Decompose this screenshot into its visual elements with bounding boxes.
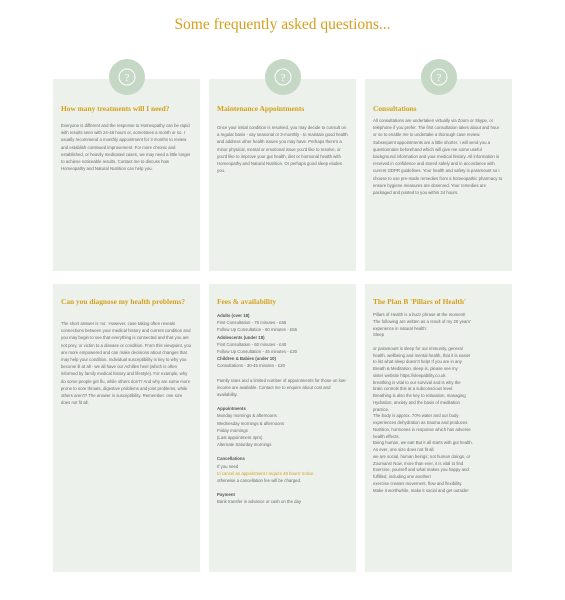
card-title: Maintenance Appointments	[217, 104, 305, 113]
card-title: Fees & availability	[217, 297, 277, 306]
card-paragraph: The short answer is 'no'. However, case taking often reveals connections between your medical history and current condition and you may begin to see that everything is connected and that you are not prey, or victim to a disease or condition. From this viewpoint, you are more empowered and can make decisions about changes that may help your condition. Individual susceptibility is key to why you become ill at all - we all have our Achilles heel (which is often informed by family medical history and lifestyle). For example, why do some people get flu, while others don't? And why are some more prone to sore throats, digestive problems and joint problems, while others aren't? The answer is susceptibility. Remember: one size does not fit all.	[61, 321, 192, 406]
pillar-line: As ever, one size does not fit all.	[373, 447, 435, 452]
faq-card-diagnose	[53, 284, 200, 572]
faq-card-pillars	[365, 284, 512, 572]
question-icon	[421, 59, 457, 95]
pillar-line: health, wellbeing and mental health, that it is easier	[373, 352, 471, 358]
card-body	[373, 312, 504, 494]
pillar-line: breathing is vital to our survival and is why the	[373, 379, 461, 385]
pillar-line: The body is approx. 70% water and our body	[373, 413, 459, 419]
pillar-line: The following are written as a result of my 20 years'	[373, 318, 471, 324]
pillar-line: Being human, we eat! But it all starts with gut health.	[373, 440, 473, 446]
payment-text: Bank transfer in advance or cash on the day	[217, 499, 302, 505]
fee-line: Consultations - 30-45 minutes - £20	[217, 363, 286, 369]
card-body	[61, 122, 192, 177]
appointment-line: Alternate Saturday mornings	[217, 442, 272, 448]
card-body	[217, 312, 348, 506]
card-body	[373, 117, 504, 201]
pillar-line: Exercise, yourself and what makes you happy and	[373, 467, 469, 473]
adults-heading: Adults (over 18)	[217, 313, 250, 318]
payment-heading: Payment	[217, 492, 235, 498]
card-paragraph: Once your initial condition is resolved, you may decide to consult on a regular basis - say seasonal or 3-monthly - to maintain good health and address other health issues you may have. Perhaps there's a minor physical, mental or emotional issue you'd like to resolve, or you'd like to improve your gut health, diet or hormonal health with Homeopathy and Natural Nutrition. Or perhaps good sleep eludes you.	[217, 125, 348, 174]
fee-line: Follow Up Consultation - 45 minutes - £30	[217, 349, 298, 355]
svg-text:?: ?	[124, 72, 129, 84]
pillar-line: Breath & Meditation, sleep is, please see my	[373, 366, 458, 371]
card-title: The Plan B 'Pillars of Health'	[373, 297, 467, 306]
pillar-line: practice.	[373, 406, 390, 412]
pillar-line: Breathing is also the key to relaxation, managing	[373, 393, 466, 398]
appointment-line: Friday mornings	[217, 427, 248, 433]
pillar-line: Make it worthwhile, make it social and get outside!	[373, 487, 469, 493]
pillar-line: Nutrition, hormones in response which has adverse	[373, 426, 471, 432]
pillar-line: Hydration, anxiety and the basis of meditation	[373, 399, 460, 405]
appointment-line: Wednesday mornings & afternoons	[217, 420, 285, 426]
card-paragraph: All consultations are undertaken virtually via Zoom or Skype, or telephone if you prefer. The first consultation takes about and hour or so to enable me to undertake a thorough case review. Subsequent appointments are a little shorter. I will send you a questionnaire beforehand which will give me some useful background information and your medical history. All information is received in confidence and stored safely and in accordance with current GDPR guidelines. Your health and safety is paramount so I choose to use pre-made remedies from a homeopathic pharmacy to ensure hygiene measures are observed. Your remedies are packaged and posted to you within 24 hours.	[373, 118, 503, 196]
card-title: Can you diagnose my health problems?	[61, 297, 186, 306]
pillar-line: experiences dehydration as trauma and produces	[373, 420, 468, 425]
cancellation-line: otherwise a cancellation fee will be charged.	[217, 478, 302, 484]
svg-text:?: ?	[280, 72, 285, 84]
pillar-line: Zoomans! Now, more than ever, it is vital to find	[373, 460, 464, 466]
card-title: How many treatments will I need?	[61, 104, 170, 113]
pillar-line: Pillars of Health is a buzz phrase at the moment!	[373, 312, 466, 317]
pillar-line: experience in natural health:	[373, 325, 427, 331]
children-heading: Children & Babies (under 10)	[217, 356, 276, 362]
faq-card-maintenance	[209, 72, 356, 271]
question-icon	[109, 59, 145, 95]
appointments-heading: Appointments	[217, 406, 246, 412]
adolescents-heading: Adolescents (under 18)	[217, 334, 265, 340]
pillar-line: brain controls this at a subconscious level.	[373, 386, 454, 392]
question-icon	[265, 59, 301, 95]
cancellations-heading: Cancellations	[217, 456, 245, 462]
pillar-line: fulfilled, including one another!	[373, 474, 432, 479]
family-rates-text: Family rates and a limited number of appointments for those on low-income are available. Contact me to enquire about cost and availability.	[217, 377, 347, 398]
appointment-line: (Last appointment 4pm)	[217, 435, 263, 441]
fee-line: First Consultation - 60 minutes - £40	[217, 341, 287, 347]
pillar-line: we are social, human beings; not human doings, or	[373, 453, 471, 459]
card-body	[61, 320, 192, 411]
fee-line: Follow Up Consultation - 60 minutes - £55	[217, 327, 298, 333]
cancellation-line: If you need	[217, 463, 239, 469]
pillar-line: exercise creates movement, flow and flexibility.	[373, 480, 463, 486]
page-title: Some frequently asked questions...	[174, 16, 391, 33]
card-body	[217, 124, 348, 179]
faq-card-treatments	[53, 72, 200, 271]
svg-text:?: ?	[436, 72, 441, 84]
pillar-line: Sleep	[373, 332, 384, 338]
cancellation-link[interactable]: to cancel an appointment I require 48 hours' notice	[217, 470, 314, 476]
pillar-line: to list what sleep doesn't help! If you are in any	[373, 359, 462, 365]
fee-line: First Consultation - 75 minutes - £65	[217, 320, 287, 326]
faq-card-consultations	[365, 72, 512, 271]
pillar-line: health effects.	[373, 433, 400, 439]
faq-card-fees	[209, 284, 356, 572]
card-title: Consultations	[373, 104, 417, 113]
pillar-line: or paramount is sleep for our immunity, general	[373, 345, 463, 351]
pillar-line	[373, 339, 504, 346]
appointment-line: Monday mornings & afternoons	[217, 413, 277, 419]
pillar-line: sister website https://sleepability.co.uk	[373, 372, 446, 378]
card-paragraph: Everyone is different and the response to Homeopathy can be rapid with results seen with 24-48 hours or, sometimes a month or so. I usually recommend a monthly appointment for 3 months to review and establish continued improvement. For more chronic and established, or heavily medicated cases, we may need a little longer to achieve noticeable results. Contact me to discuss how Homeopathy and Natural Nutrition can help you.	[61, 123, 191, 172]
